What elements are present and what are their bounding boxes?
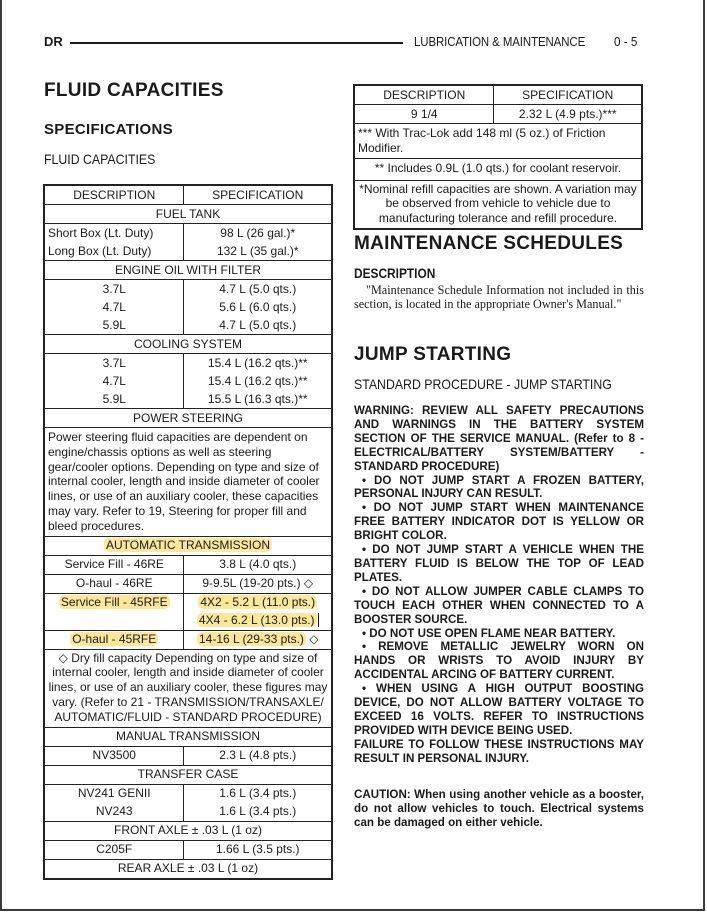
maintenance-description-text: "Maintenance Schedule Information not included in this section, is located in the appropriate Owner's Manual." <box>354 283 644 312</box>
header-page-number: 0 - 5 <box>614 34 638 49</box>
table-row <box>44 840 332 859</box>
power-steering-note: Power steering fluid capacities are dependent on engine/chassis options as well as steering gear/cooler options. Depending on type and size of internal cooler, length and inside diameter of cooler lines, or use of an auxiliary cooler, these capacities may vary. Refer to 19, Steering for proper fill and bleed procedures. <box>44 428 332 537</box>
row-specification: 2.3 L (4.8 pts.) <box>184 746 332 765</box>
row-description: 4.7L <box>44 298 184 316</box>
coolant-note: ** Includes 0.9L (1.0 qts.) for coolant reservoir. <box>354 158 642 180</box>
rear-axle-table <box>353 84 643 230</box>
row-description: NV243 <box>44 803 184 822</box>
column-header-description: DESCRIPTION <box>354 85 494 105</box>
fluid-capacities-title: FLUID CAPACITIES <box>44 80 224 101</box>
column-header-description: DESCRIPTION <box>44 185 184 205</box>
warning-text: WARNING: REVIEW ALL SAFETY PRECAUTIONS AND WARNINGS IN THE BATTERY SYSTEM SECTION OF THE SERVICE MANUAL. (Refer to 8 - ELECTRICAL/BATTERY SYSTEM/BATTERY - STANDARD PROCEDURE) <box>354 404 644 473</box>
jump-starting-warning <box>354 404 644 766</box>
caution-text: CAUTION: When using another vehicle as a booster, do not allow vehicles to touch. Electrical systems can be damaged on either vehicle. <box>354 788 644 829</box>
warning-bullet: • WHEN USING A HIGH OUTPUT BOOSTING DEVICE, DO NOT ALLOW BATTERY VOLTAGE TO EXCEED 16 VOLTS. REFER TO INSTRUCTIONS PROVIDED WITH DEVICE BEING USED. <box>354 682 644 737</box>
row-description: NV241 GENII <box>44 784 184 803</box>
row-specification: 5.6 L (6.0 qts.) <box>184 298 332 316</box>
row-specification: 3.8 L (4.0 qts.) <box>184 555 332 574</box>
row-description: 9 1/4 <box>354 105 494 124</box>
row-specification: 2.32 L (4.9 pts.)*** <box>494 105 642 124</box>
text-cursor <box>318 613 319 627</box>
table-row <box>44 784 332 803</box>
row-description: Short Box (Lt. Duty) <box>44 224 184 243</box>
row-specification: 1.66 L (3.5 pts.) <box>184 840 332 859</box>
row-specification: 1.6 L (3.4 pts.) <box>184 784 332 803</box>
row-specification: 4X4 - 6.2 L (13.0 pts.) <box>198 613 315 628</box>
row-description-empty <box>44 612 184 631</box>
row-specification: 15.5 L (16.3 qts.)** <box>184 390 332 409</box>
row-specification: 4.7 L (5.0 qts.) <box>184 316 332 335</box>
section-automatic-transmission: AUTOMATIC TRANSMISSION <box>105 538 270 553</box>
header-section: LUBRICATION & MAINTENANCE <box>414 34 586 49</box>
table-row <box>44 574 332 593</box>
section-fuel-tank: FUEL TANK <box>44 205 332 224</box>
table-row <box>44 280 332 299</box>
table-row <box>44 316 332 335</box>
row-description: O-haul - 46RE <box>44 574 184 593</box>
row-description: 5.9L <box>44 316 184 335</box>
table-row <box>44 803 332 822</box>
fluid-capacities-table <box>43 184 333 880</box>
row-specification: 15.4 L (16.2 qts.)** <box>184 372 332 390</box>
section-front-axle: FRONT AXLE ± .03 L (1 oz) <box>44 821 332 840</box>
row-specification: 4X2 - 5.2 L (11.0 pts.) <box>200 595 316 610</box>
row-description: 3.7L <box>44 280 184 299</box>
column-header-specification: SPECIFICATION <box>494 85 642 105</box>
table-row <box>44 298 332 316</box>
row-description: 5.9L <box>44 390 184 409</box>
section-engine-oil: ENGINE OIL WITH FILTER <box>44 261 332 280</box>
section-transfer-case: TRANSFER CASE <box>44 765 332 784</box>
diamond-mark: ◇ <box>309 632 319 647</box>
row-description: Long Box (Lt. Duty) <box>44 242 184 261</box>
fluid-capacities-subheading: FLUID CAPACITIES <box>44 151 156 167</box>
row-description: NV3500 <box>44 746 184 765</box>
table-row <box>44 224 332 243</box>
table-row <box>44 354 332 373</box>
jump-starting-title: JUMP STARTING <box>354 344 512 365</box>
failure-warning: FAILURE TO FOLLOW THESE INSTRUCTIONS MAY RESULT IN PERSONAL INJURY. <box>354 737 644 765</box>
row-specification: 4.7 L (5.0 qts.) <box>184 280 332 299</box>
section-manual-transmission: MANUAL TRANSMISSION <box>44 727 332 746</box>
row-specification: 15.4 L (16.2 qts.)** <box>184 354 332 373</box>
row-description: O-haul - 45RFE <box>72 632 157 647</box>
specifications-heading: SPECIFICATIONS <box>44 121 173 138</box>
warning-bullet: • DO NOT JUMP START A VEHICLE WHEN THE BATTERY FLUID IS BELOW THE TOP OF LEAD PLATES. <box>354 543 644 584</box>
description-heading: DESCRIPTION <box>354 265 436 281</box>
row-description: 4.7L <box>44 372 184 390</box>
table-row <box>44 372 332 390</box>
section-rear-axle: REAR AXLE ± .03 L (1 oz) <box>44 859 332 879</box>
table-row <box>354 105 642 124</box>
nominal-capacity-note: *Nominal refill capacities are shown. A variation may be observed from vehicle to vehicle due to manufacturing tolerance and refill procedure. <box>354 180 642 229</box>
row-specification: 14-16 L (29-33 pts.) <box>198 632 304 647</box>
row-specification: 98 L (26 gal.)* <box>184 224 332 243</box>
table-row <box>44 390 332 409</box>
row-description: Service Fill - 45RFE <box>60 595 168 610</box>
column-header-specification: SPECIFICATION <box>184 185 332 205</box>
warning-bullet: • DO NOT JUMP START WHEN MAINTENANCE FREE BATTERY INDICATOR DOT IS YELLOW OR BRIGHT COLOR. <box>354 501 644 543</box>
table-header-row <box>354 85 642 105</box>
table-row <box>44 555 332 574</box>
warning-bullet: • DO NOT USE OPEN FLAME NEAR BATTERY. <box>362 626 616 640</box>
table-row <box>44 612 332 631</box>
header-code: DR <box>44 34 63 49</box>
warning-bullet: • DO NOT JUMP START A FROZEN BATTERY, PERSONAL INJURY CAN RESULT. <box>354 473 644 501</box>
trac-lok-note: *** With Trac-Lok add 148 ml (5 oz.) of Friction Modifier. <box>354 124 642 159</box>
table-row <box>44 593 332 612</box>
header-rule <box>70 42 403 44</box>
table-row <box>44 630 332 649</box>
row-description: Service Fill - 46RE <box>44 555 184 574</box>
section-cooling-system: COOLING SYSTEM <box>44 335 332 354</box>
warning-bullet: • REMOVE METALLIC JEWELRY WORN ON HANDS OR WRISTS TO AVOID INJURY BY ACCIDENTAL ARCING OF BATTERY CURRENT. <box>354 640 644 682</box>
automatic-transmission-note: ◇ Dry fill capacity Depending on type and size of internal cooler, length and inside diameter of cooler lines, or use of an auxiliary cooler, these figures may vary. (Refer to 21 - TRANSMISSION/TRANSAXLE/ AUTOMATIC/FLUID - STANDARD PROCEDURE) <box>44 649 332 727</box>
row-description: C205F <box>44 840 184 859</box>
table-header-row <box>44 185 332 205</box>
table-row <box>44 746 332 765</box>
warning-bullet: • DO NOT ALLOW JUMPER CABLE CLAMPS TO TOUCH EACH OTHER WHEN CONNECTED TO A BOOSTER SOURCE. <box>354 584 644 626</box>
jump-starting-procedure-heading: STANDARD PROCEDURE - JUMP STARTING <box>354 376 612 392</box>
row-specification: 9-9.5L (19-20 pts.) ◇ <box>184 574 332 593</box>
maintenance-schedules-title: MAINTENANCE SCHEDULES <box>354 233 624 254</box>
table-row <box>44 242 332 261</box>
row-description: 3.7L <box>44 354 184 373</box>
row-specification: 1.6 L (3.4 pts.) <box>184 803 332 822</box>
row-specification: 132 L (35 gal.)* <box>184 242 332 261</box>
section-power-steering: POWER STEERING <box>44 409 332 428</box>
